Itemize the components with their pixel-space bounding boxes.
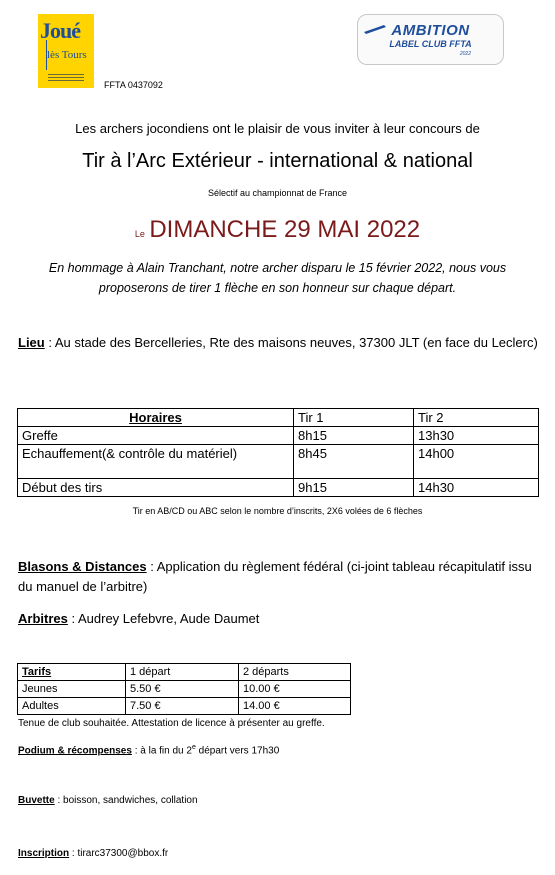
header-horaires: Horaires bbox=[18, 409, 294, 427]
row-2-departs: 14.00 € bbox=[239, 698, 351, 715]
logo-sub-text: lès Tours bbox=[47, 49, 87, 61]
row-label: Début des tirs bbox=[18, 479, 294, 497]
arbitres-text: : Audrey Lefebvre, Aude Daumet bbox=[67, 611, 260, 626]
logo-main-text: Joué bbox=[40, 18, 80, 43]
blasons-text: : Application du règlement fédéral (ci-joint tableau récapitulatif issu du manuel de l’arbitre) bbox=[18, 559, 532, 594]
row-tir-1: 8h45 bbox=[294, 445, 414, 479]
horaires-note: Tir en AB/CD ou ABC selon le nombre d’inscrits, 2X6 volées de 6 flèches bbox=[132, 506, 423, 516]
row-1-depart: 5.50 € bbox=[126, 681, 239, 698]
row-2-departs: 10.00 € bbox=[239, 681, 351, 698]
date-prefix: Le bbox=[134, 229, 145, 239]
table-row bbox=[18, 681, 351, 698]
hommage-line-1: En hommage à Alain Tranchant, notre archer disparu le 15 février 2022, nous vous bbox=[48, 261, 507, 275]
table-row bbox=[18, 445, 539, 479]
intro-text: Les archers jocondiens ont le plaisir de vous inviter à leur concours de bbox=[75, 121, 480, 136]
header-tarifs: Tarifs bbox=[18, 664, 126, 681]
tarifs-table bbox=[17, 663, 351, 715]
header-tir-1: Tir 1 bbox=[294, 409, 414, 427]
row-label: Echauffement(& contrôle du matériel) bbox=[18, 445, 294, 479]
header-1-depart: 1 départ bbox=[126, 664, 239, 681]
podium-text-before: : à la fin du 2 bbox=[131, 745, 192, 757]
blasons-label: Blasons & Distances bbox=[18, 559, 147, 574]
lieu-text: : Au stade des Bercelleries, Rte des maisons neuves, 37300 JLT (en face du Leclerc) bbox=[44, 335, 538, 350]
ambition-label-logo bbox=[357, 14, 504, 65]
table-row bbox=[18, 698, 351, 715]
row-label: Jeunes bbox=[18, 681, 126, 698]
lieu-label: Lieu bbox=[18, 335, 45, 350]
buvette-text: : boisson, sandwiches, collation bbox=[54, 795, 198, 806]
podium-paragraph bbox=[18, 744, 279, 756]
inscription-label: Inscription bbox=[18, 848, 70, 859]
lieu-paragraph bbox=[18, 333, 543, 353]
header-2-departs: 2 départs bbox=[239, 664, 351, 681]
hommage-text bbox=[0, 258, 555, 298]
inscription-text: : tirarc37300@bbox.fr bbox=[69, 848, 169, 859]
selectif-note: Sélectif au championnat de France bbox=[207, 188, 348, 198]
row-label: Adultes bbox=[18, 698, 126, 715]
row-tir-2: 13h30 bbox=[414, 427, 539, 445]
table-row bbox=[18, 479, 539, 497]
table-header-row bbox=[18, 409, 539, 427]
table-row bbox=[18, 427, 539, 445]
header-tir-2: Tir 2 bbox=[414, 409, 539, 427]
table-header-row bbox=[18, 664, 351, 681]
ambition-year: 2022 bbox=[459, 51, 471, 57]
event-title: Tir à l’Arc Extérieur - international & national bbox=[82, 150, 473, 172]
ffta-number: FFTA 0437092 bbox=[104, 80, 163, 90]
row-1-depart: 7.50 € bbox=[126, 698, 239, 715]
row-label: Greffe bbox=[18, 427, 294, 445]
joue-les-tours-logo bbox=[38, 14, 94, 88]
buvette-label: Buvette bbox=[18, 795, 55, 806]
podium-label: Podium & récompenses bbox=[18, 745, 132, 757]
horaires-table bbox=[17, 408, 539, 497]
tenue-text: Tenue de club souhaitée. Attestation de licence à présenter au greffe. bbox=[18, 718, 325, 729]
row-tir-1: 8h15 bbox=[294, 427, 414, 445]
podium-sup: e bbox=[191, 744, 196, 751]
hommage-line-2: proposerons de tirer 1 flèche en son honneur sur chaque départ. bbox=[98, 281, 457, 295]
ambition-title: AMBITION bbox=[391, 22, 470, 39]
podium-text-after: départ vers 17h30 bbox=[195, 745, 280, 757]
inscription-paragraph bbox=[18, 848, 168, 859]
blasons-paragraph bbox=[18, 557, 543, 597]
row-tir-1: 9h15 bbox=[294, 479, 414, 497]
arbitres-paragraph bbox=[18, 609, 543, 629]
date-text: DIMANCHE 29 MAI 2022 bbox=[149, 216, 421, 243]
row-tir-2: 14h00 bbox=[414, 445, 539, 479]
buvette-paragraph bbox=[18, 795, 198, 806]
event-date bbox=[0, 216, 555, 244]
ambition-subtitle: LABEL CLUB FFTA bbox=[389, 39, 472, 49]
row-tir-2: 14h30 bbox=[414, 479, 539, 497]
arbitres-label: Arbitres bbox=[18, 611, 68, 626]
